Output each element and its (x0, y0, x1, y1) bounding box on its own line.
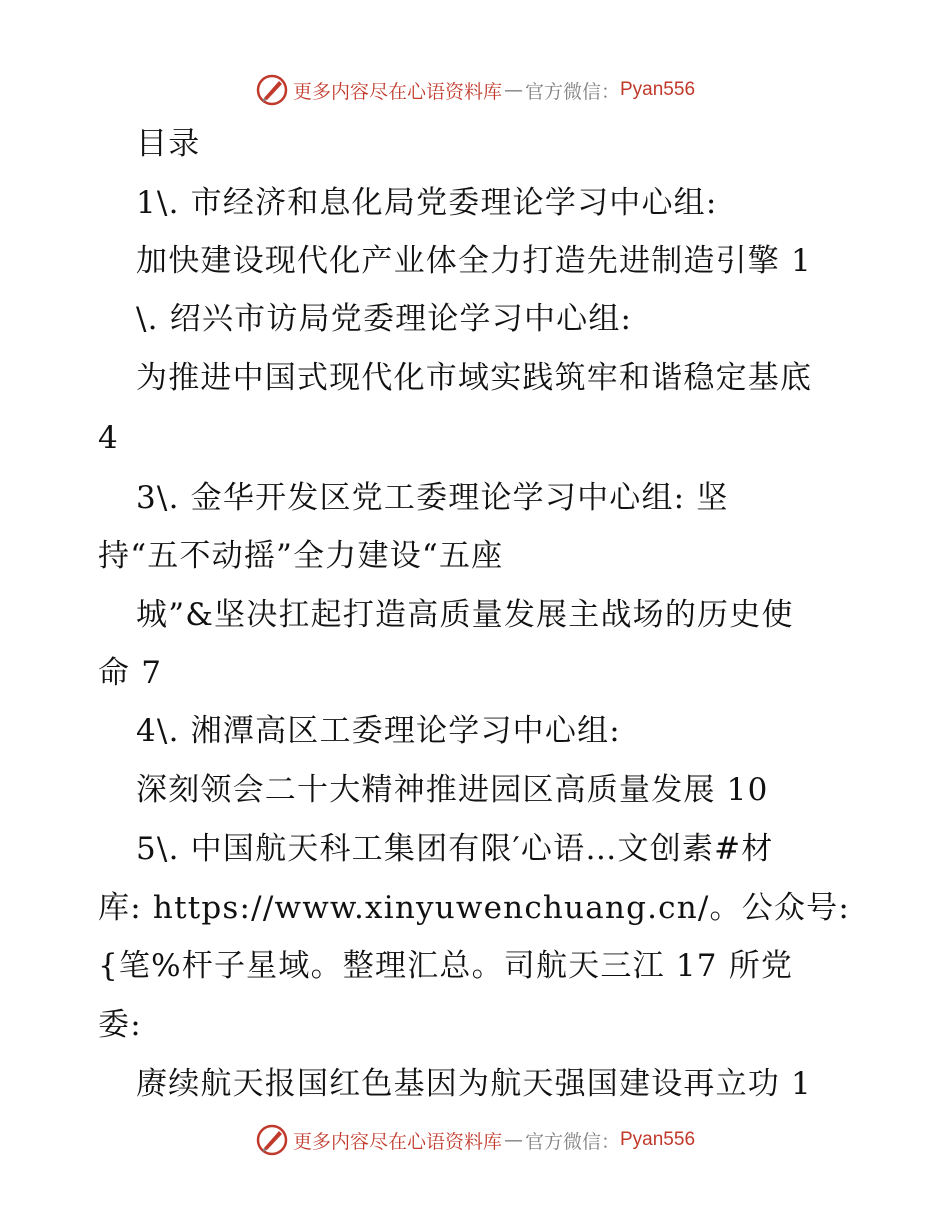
toc-line: 命 7 (98, 655, 163, 691)
toc-line: 4\. 湘潭高区工委理论学习中心组: (136, 713, 621, 749)
toc-line: 库: https://www.xinyuwenchuang.cn/。公众号: (98, 890, 850, 926)
toc-line: \. 绍兴市访局党委理论学习中心组: (136, 301, 633, 337)
banner-separator: — (503, 79, 523, 101)
toc-line: 4 (98, 420, 119, 456)
toc-line: 赓续航天报国红色基因为航天强国建设再立功 1 (136, 1066, 812, 1102)
toc-line: 城”&坚决扛起打造高质量发展主战场的历史使 (136, 597, 794, 633)
toc-line: 1\. 市经济和息化局党委理论学习中心组: (136, 185, 718, 221)
toc-line: 持“五不动摇”全力建设“五座 (98, 538, 504, 574)
toc-line: 委: (98, 1007, 142, 1043)
toc-line: 5\. 中国航天科工集团有限′心语…文创素#材 (136, 831, 774, 867)
toc-line: 加快建设现代化产业体全力打造先进制造引擎 1 (136, 243, 812, 279)
toc-line: 为推进中国式现代化市域实践筑牢和谐稳定基底 (136, 360, 813, 396)
banner-wechat-label: 官方微信： (524, 80, 620, 103)
banner-separator: — (503, 1129, 523, 1151)
header-watermark (0, 70, 950, 110)
banner-wechat-label: 官方微信： (524, 1130, 620, 1153)
toc-line: {笔%杆子星域。整理汇总。司航天三江 17 所党 (98, 948, 794, 984)
banner-brand-text: 更多内容尽在心语资料库 (292, 80, 502, 103)
banner-brand-text: 更多内容尽在心语资料库 (292, 1130, 502, 1153)
banner-wechat-id: Pyan556 (620, 79, 696, 100)
toc-line: 3\. 金华开发区党工委理论学习中心组: 坚 (136, 480, 729, 516)
quill-logo-icon (255, 73, 289, 107)
toc-line: 深刻领会二十大精神推进园区高质量发展 10 (136, 772, 769, 808)
quill-logo-icon (255, 1123, 289, 1157)
footer-watermark (0, 1120, 950, 1160)
toc-title: 目录 (136, 126, 201, 162)
banner-wechat-id: Pyan556 (620, 1129, 696, 1150)
